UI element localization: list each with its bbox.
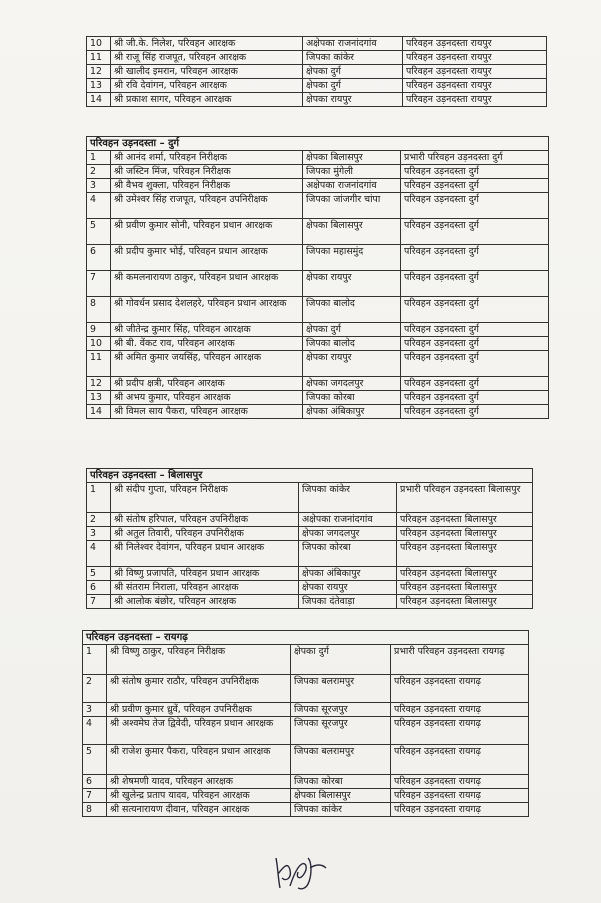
cell-assigned: परिवहन उड़नदस्ता रायगढ़ (391, 717, 529, 745)
cell-assigned: परिवहन उड़नदस्ता रायगढ़ (391, 789, 529, 803)
cell-no: 7 (83, 789, 107, 803)
cell-posted: अक्षेपका राजनांदगांव (303, 37, 403, 51)
cell-name: श्री खुलेन्द्र प्रताप यादव, परिवहन आरक्षक (107, 789, 291, 803)
table-row (87, 527, 533, 541)
cell-name: श्री प्रदीप क्षत्री, परिवहन आरक्षक (111, 377, 303, 391)
cell-posted: जिपका कोरबा (291, 775, 391, 789)
cell-posted: जिपका मुंगेली (303, 165, 401, 179)
cell-no: 8 (87, 297, 111, 323)
table-row (87, 151, 549, 165)
table-row (83, 703, 529, 717)
table-row (87, 79, 547, 93)
cell-posted: क्षेपका दुर्ग (303, 323, 401, 337)
cell-no: 2 (87, 165, 111, 179)
cell-name: श्री प्रकाश सागर, परिवहन आरक्षक (111, 93, 303, 107)
cell-name: श्री अमित कुमार जयसिंह, परिवहन आरक्षक (111, 351, 303, 377)
cell-posted: क्षेपका दुर्ग (303, 65, 403, 79)
cell-name: श्री अतुल तिवारी, परिवहन उपनिरीक्षक (111, 527, 299, 541)
cell-no: 10 (87, 337, 111, 351)
cell-no: 12 (87, 65, 111, 79)
cell-posted: क्षेपका रायपुर (303, 271, 401, 297)
cell-name: श्री संतोष हरिपाल, परिवहन उपनिरीक्षक (111, 513, 299, 527)
cell-assigned: परिवहन उड़नदस्ता दुर्ग (401, 297, 549, 323)
table-row (87, 323, 549, 337)
cell-name: श्री राजू सिंह राजपूत, परिवहन आरक्षक (111, 51, 303, 65)
cell-posted: क्षेपका बिलासपुर (303, 219, 401, 245)
section-header-row (83, 631, 529, 645)
cell-posted: क्षेपका दुर्ग (291, 645, 391, 675)
cell-name: श्री संतराम निराला, परिवहन आरक्षक (111, 581, 299, 595)
cell-assigned: परिवहन उड़नदस्ता दुर्ग (401, 271, 549, 297)
cell-posted: जिपका महासमुंद (303, 245, 401, 271)
table-row (87, 391, 549, 405)
cell-name: श्री रवि देवांगन, परिवहन आरक्षक (111, 79, 303, 93)
table-row (87, 405, 549, 419)
cell-no: 3 (87, 179, 111, 193)
cell-posted: क्षेपका जगदलपुर (299, 527, 397, 541)
cell-assigned: परिवहन उड़नदस्ता रायगढ़ (391, 675, 529, 703)
table-row (87, 595, 533, 609)
cell-posted: जिपका कोरबा (299, 541, 397, 567)
cell-assigned: परिवहन उड़नदस्ता दुर्ग (401, 179, 549, 193)
cell-assigned: परिवहन उड़नदस्ता दुर्ग (401, 165, 549, 179)
cell-no: 4 (83, 717, 107, 745)
cell-name: श्री जस्टिन मिंज, परिवहन निरीक्षक (111, 165, 303, 179)
cell-name: श्री राजेश कुमार पैकरा, परिवहन प्रधान आरक्षक (107, 745, 291, 775)
cell-assigned: परिवहन उड़नदस्ता दुर्ग (401, 377, 549, 391)
cell-no: 12 (87, 377, 111, 391)
cell-no: 11 (87, 51, 111, 65)
cell-no: 4 (87, 193, 111, 219)
cell-no: 2 (87, 513, 111, 527)
cell-assigned: परिवहन उड़नदस्ता रायपुर (403, 65, 547, 79)
cell-name: श्री उमेश्वर सिंह राजपूत, परिवहन उपनिरीक्षक (111, 193, 303, 219)
cell-assigned: परिवहन उड़नदस्ता रायपुर (403, 37, 547, 51)
section-title: परिवहन उड़नदस्ता – बिलासपुर (87, 469, 533, 483)
cell-assigned: परिवहन उड़नदस्ता रायगढ़ (391, 775, 529, 789)
cell-assigned: परिवहन उड़नदस्ता रायपुर (403, 93, 547, 107)
cell-assigned: परिवहन उड़नदस्ता बिलासपुर (397, 527, 533, 541)
cell-name: श्री सत्यनारायण दीवान, परिवहन आरक्षक (107, 803, 291, 817)
cell-name: श्री प्रवीण कुमार ध्रुवें, परिवहन उपनिरीक्षक (107, 703, 291, 717)
cell-name: श्री संदीप गुप्ता, परिवहन निरीक्षक (111, 483, 299, 513)
table-row (83, 717, 529, 745)
cell-assigned: परिवहन उड़नदस्ता बिलासपुर (397, 567, 533, 581)
cell-name: श्री खालीद इमरान, परिवहन आरक्षक (111, 65, 303, 79)
table-row (87, 37, 547, 51)
cell-posted: क्षेपका रायपुर (299, 581, 397, 595)
table-row (83, 645, 529, 675)
cell-assigned: परिवहन उड़नदस्ता दुर्ग (401, 193, 549, 219)
cell-assigned: परिवहन उड़नदस्ता दुर्ग (401, 405, 549, 419)
cell-assigned: परिवहन उड़नदस्ता दुर्ग (401, 391, 549, 405)
cell-assigned: परिवहन उड़नदस्ता दुर्ग (401, 337, 549, 351)
cell-posted: क्षेपका अंबिकापुर (299, 567, 397, 581)
cell-name: श्री प्रदीप कुमार भोई, परिवहन प्रधान आरक्षक (111, 245, 303, 271)
cell-no: 13 (87, 79, 111, 93)
cell-assigned: परिवहन उड़नदस्ता बिलासपुर (397, 595, 533, 609)
cell-posted: अक्षेपका राजनांदगांव (303, 179, 401, 193)
cell-no: 8 (83, 803, 107, 817)
table-row (83, 675, 529, 703)
cell-name: श्री बी. वेंकट राव, परिवहन आरक्षक (111, 337, 303, 351)
cell-no: 4 (87, 541, 111, 567)
cell-posted: जिपका बलरामपुर (291, 675, 391, 703)
cell-posted: क्षेपका जगदलपुर (303, 377, 401, 391)
cell-posted: क्षेपका रायपुर (303, 351, 401, 377)
cell-name: श्री अभय कुमार, परिवहन आरक्षक (111, 391, 303, 405)
table-row (83, 775, 529, 789)
cell-posted: जिपका कांकेर (299, 483, 397, 513)
cell-posted: जिपका बालोद (303, 337, 401, 351)
cell-assigned: परिवहन उड़नदस्ता बिलासपुर (397, 513, 533, 527)
cell-no: 7 (87, 595, 111, 609)
table-raipur-continued (86, 36, 547, 107)
cell-posted: अक्षेपका राजनांदगांव (299, 513, 397, 527)
cell-name: श्री शेषमणी यादव, परिवहन आरक्षक (107, 775, 291, 789)
table-row (87, 337, 549, 351)
table-bilaspur (86, 468, 533, 609)
cell-no: 14 (87, 93, 111, 107)
cell-name: श्री निलेश्वर देवांगन, परिवहन प्रधान आरक्षक (111, 541, 299, 567)
cell-posted: जिपका कोरबा (303, 391, 401, 405)
cell-assigned: परिवहन उड़नदस्ता बिलासपुर (397, 581, 533, 595)
cell-posted: क्षेपका बिलासपुर (303, 151, 401, 165)
cell-no: 7 (87, 271, 111, 297)
cell-no: 1 (83, 645, 107, 675)
table-row (87, 165, 549, 179)
cell-posted: जिपका कांकेर (291, 803, 391, 817)
cell-no: 6 (87, 245, 111, 271)
table-row (87, 541, 533, 567)
cell-posted: जिपका दंतेवाड़ा (299, 595, 397, 609)
cell-posted: जिपका बलरामपुर (291, 745, 391, 775)
cell-name: श्री संतोष कुमार राठौर, परिवहन उपनिरीक्षक (107, 675, 291, 703)
cell-name: श्री आलोक बंछोर, परिवहन आरक्षक (111, 595, 299, 609)
section-header-row (87, 137, 549, 151)
cell-assigned: परिवहन उड़नदस्ता दुर्ग (401, 245, 549, 271)
cell-assigned: परिवहन उड़नदस्ता रायगढ़ (391, 745, 529, 775)
cell-no: 5 (83, 745, 107, 775)
cell-no: 6 (87, 581, 111, 595)
cell-no: 10 (87, 37, 111, 51)
cell-posted: क्षेपका दुर्ग (303, 79, 403, 93)
table-row (87, 179, 549, 193)
cell-no: 1 (87, 483, 111, 513)
cell-assigned: परिवहन उड़नदस्ता रायगढ़ (391, 703, 529, 717)
cell-posted: जिपका बालोद (303, 297, 401, 323)
cell-no: 11 (87, 351, 111, 377)
cell-no: 3 (83, 703, 107, 717)
cell-name: श्री अश्वमेघ तेज द्विवेदी, परिवहन प्रधान आरक्षक (107, 717, 291, 745)
table-raigarh (82, 630, 529, 817)
cell-name: श्री विष्णु प्रजापति, परिवहन प्रधान आरक्षक (111, 567, 299, 581)
cell-no: 14 (87, 405, 111, 419)
table-row (87, 513, 533, 527)
table-row (87, 377, 549, 391)
cell-posted: क्षेपका बिलासपुर (291, 789, 391, 803)
table-row (87, 483, 533, 513)
cell-assigned: परिवहन उड़नदस्ता दुर्ग (401, 219, 549, 245)
section-title: परिवहन उड़नदस्ता – रायगढ़ (83, 631, 529, 645)
cell-name: श्री वैभव शुक्ला, परिवहन निरीक्षक (111, 179, 303, 193)
cell-assigned: परिवहन उड़नदस्ता दुर्ग (401, 351, 549, 377)
cell-assigned: परिवहन उड़नदस्ता बिलासपुर (397, 541, 533, 567)
cell-assigned: परिवहन उड़नदस्ता रायगढ़ (391, 803, 529, 817)
cell-assigned: परिवहन उड़नदस्ता दुर्ग (401, 323, 549, 337)
cell-name: श्री कमलनारायण ठाकुर, परिवहन प्रधान आरक्षक (111, 271, 303, 297)
table-row (87, 193, 549, 219)
cell-assigned: प्रभारी परिवहन उड़नदस्ता दुर्ग (401, 151, 549, 165)
cell-posted: जिपका कांकेर (303, 51, 403, 65)
cell-assigned: प्रभारी परिवहन उड़नदस्ता रायगढ़ (391, 645, 529, 675)
cell-posted: जिपका जांजगीर चांपा (303, 193, 401, 219)
cell-assigned: प्रभारी परिवहन उड़नदस्ता बिलासपुर (397, 483, 533, 513)
table-row (87, 219, 549, 245)
section-header-row (87, 469, 533, 483)
cell-posted: क्षेपका रायपुर (303, 93, 403, 107)
table-row (87, 297, 549, 323)
table-row (87, 581, 533, 595)
table-row (83, 789, 529, 803)
cell-no: 3 (87, 527, 111, 541)
cell-posted: क्षेपका अंबिकापुर (303, 405, 401, 419)
table-row (87, 271, 549, 297)
cell-assigned: परिवहन उड़नदस्ता रायपुर (403, 79, 547, 93)
table-row (87, 567, 533, 581)
cell-posted: जिपका सूरजपुर (291, 703, 391, 717)
cell-posted: जिपका सूरजपुर (291, 717, 391, 745)
signature-mark (268, 848, 338, 894)
table-row (87, 51, 547, 65)
cell-name: श्री प्रवीण कुमार सोनी, परिवहन प्रधान आरक्षक (111, 219, 303, 245)
table-row (87, 245, 549, 271)
cell-assigned: परिवहन उड़नदस्ता रायपुर (403, 51, 547, 65)
section-title: परिवहन उड़नदस्ता – दुर्ग (87, 137, 549, 151)
cell-name: श्री विष्णु ठाकुर, परिवहन निरीक्षक (107, 645, 291, 675)
cell-no: 1 (87, 151, 111, 165)
cell-name: श्री आनंद शर्मा, परिवहन निरीक्षक (111, 151, 303, 165)
cell-no: 13 (87, 391, 111, 405)
cell-no: 6 (83, 775, 107, 789)
cell-no: 5 (87, 567, 111, 581)
cell-no: 9 (87, 323, 111, 337)
table-row (83, 745, 529, 775)
cell-no: 2 (83, 675, 107, 703)
cell-name: श्री जी.के. निलेश, परिवहन आरक्षक (111, 37, 303, 51)
table-row (87, 65, 547, 79)
cell-name: श्री गोवर्धन प्रसाद देशलहरे, परिवहन प्रधान आरक्षक (111, 297, 303, 323)
table-durg (86, 136, 549, 419)
table-row (87, 351, 549, 377)
table-row (83, 803, 529, 817)
cell-name: श्री जीतेन्द्र कुमार सिंह, परिवहन आरक्षक (111, 323, 303, 337)
table-row (87, 93, 547, 107)
cell-no: 5 (87, 219, 111, 245)
cell-name: श्री विमल साय पैकरा, परिवहन आरक्षक (111, 405, 303, 419)
